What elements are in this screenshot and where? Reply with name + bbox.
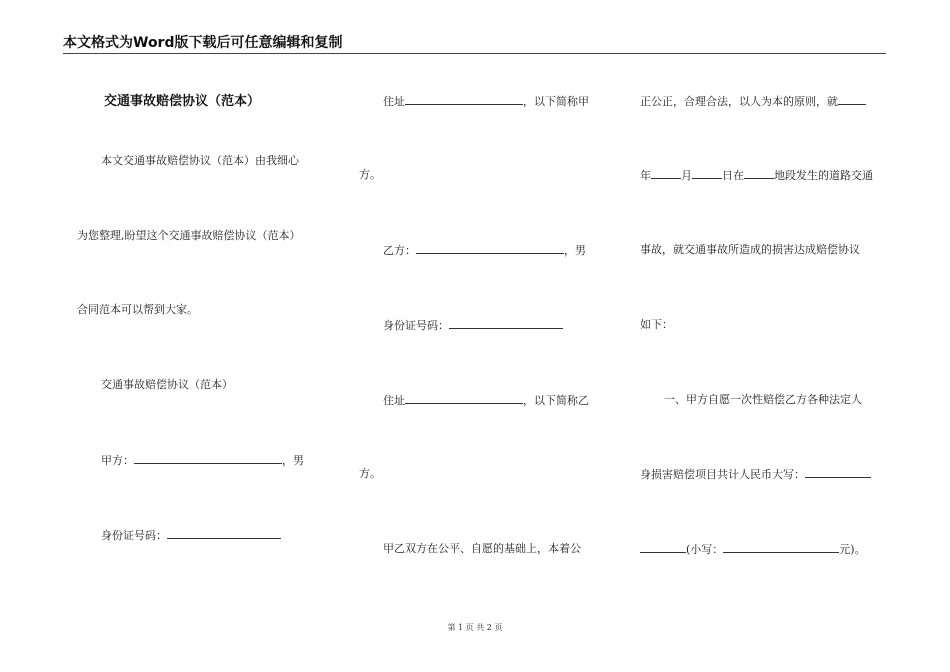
party-b-id-line (383, 318, 563, 333)
header-title: 本文格式为Word版下载后可任意编辑和复制 (63, 35, 343, 51)
party-b-address-blank (405, 393, 523, 404)
party-a-id-line (101, 528, 281, 543)
amount-uppercase-label: 身损害赔偿项目共计人民币大写： (640, 468, 805, 481)
place-text: 地段发生的道路交通 (774, 169, 873, 182)
place-blank (744, 168, 774, 179)
principle-continued (640, 94, 866, 109)
party-a-address-suffix: ，以下简称甲 (523, 95, 589, 108)
party-a-line (101, 453, 304, 468)
intro-line-1: 本文交通事故赔偿协议（范本）由我细心 (101, 154, 299, 167)
month-blank (692, 168, 722, 179)
amount-lowercase-line (640, 542, 866, 557)
principle-text: 正公正，合理合法，以人为本的原则，就 (640, 95, 838, 108)
clause-1-line: 一、甲方自愿一次性赔偿乙方各种法定人 (664, 393, 862, 406)
intro-line-3: 合同范本可以帮到大家。 (77, 303, 198, 316)
year-label: 年 (640, 169, 651, 182)
party-a-address-blank (405, 94, 523, 105)
month-label: 月 (681, 169, 692, 182)
amount-lowercase-close: 元)。 (839, 543, 866, 556)
amount-uppercase-blank (805, 467, 871, 478)
date-place-line (640, 168, 873, 183)
principle-blank (838, 94, 866, 105)
clause-1-amount-line (640, 467, 871, 482)
party-b-address-suffix: ，以下简称乙 (523, 394, 589, 407)
party-b-id-blank (449, 318, 563, 329)
as-follows-line: 如下： (640, 318, 673, 331)
amount-lowercase-open: (小写： (686, 543, 724, 556)
page-footer: 第 1 页 共 2 页 (447, 623, 503, 632)
amount-prefix-blank (640, 542, 686, 553)
amount-lowercase-blank (723, 542, 839, 553)
party-a-suffix: ，男 (282, 454, 304, 467)
party-a-address-label: 住址 (383, 95, 405, 108)
party-b-line (383, 243, 586, 258)
party-b-blank (416, 243, 564, 254)
subtitle: 交通事故赔偿协议（范本） (101, 378, 233, 391)
party-a-label: 甲方： (101, 454, 134, 467)
party-b-label: 乙方： (383, 244, 416, 257)
page-header (63, 34, 886, 54)
party-b-suffix: ，男 (564, 244, 586, 257)
intro-line-2: 为您整理,盼望这个交通事故赔偿协议（范本） (77, 229, 301, 242)
party-b-address-line (383, 393, 589, 408)
accident-line: 事故，就交通事故所造成的损害达成赔偿协议 (640, 243, 860, 256)
party-b-address-end: 方。 (359, 467, 381, 480)
day-at-label: 日在 (722, 169, 744, 182)
document-title: 交通事故赔偿协议（范本） (104, 94, 261, 109)
party-b-address-label: 住址 (383, 394, 405, 407)
party-a-id-label: 身份证号码： (101, 529, 167, 542)
party-a-address-line (383, 94, 589, 109)
year-blank (651, 168, 681, 179)
party-a-address-end: 方。 (359, 168, 381, 181)
principle-line: 甲乙双方在公平、自愿的基础上，本着公 (383, 542, 581, 555)
party-b-id-label: 身份证号码： (383, 319, 449, 332)
party-a-id-blank (167, 528, 281, 539)
party-a-blank (134, 453, 282, 464)
